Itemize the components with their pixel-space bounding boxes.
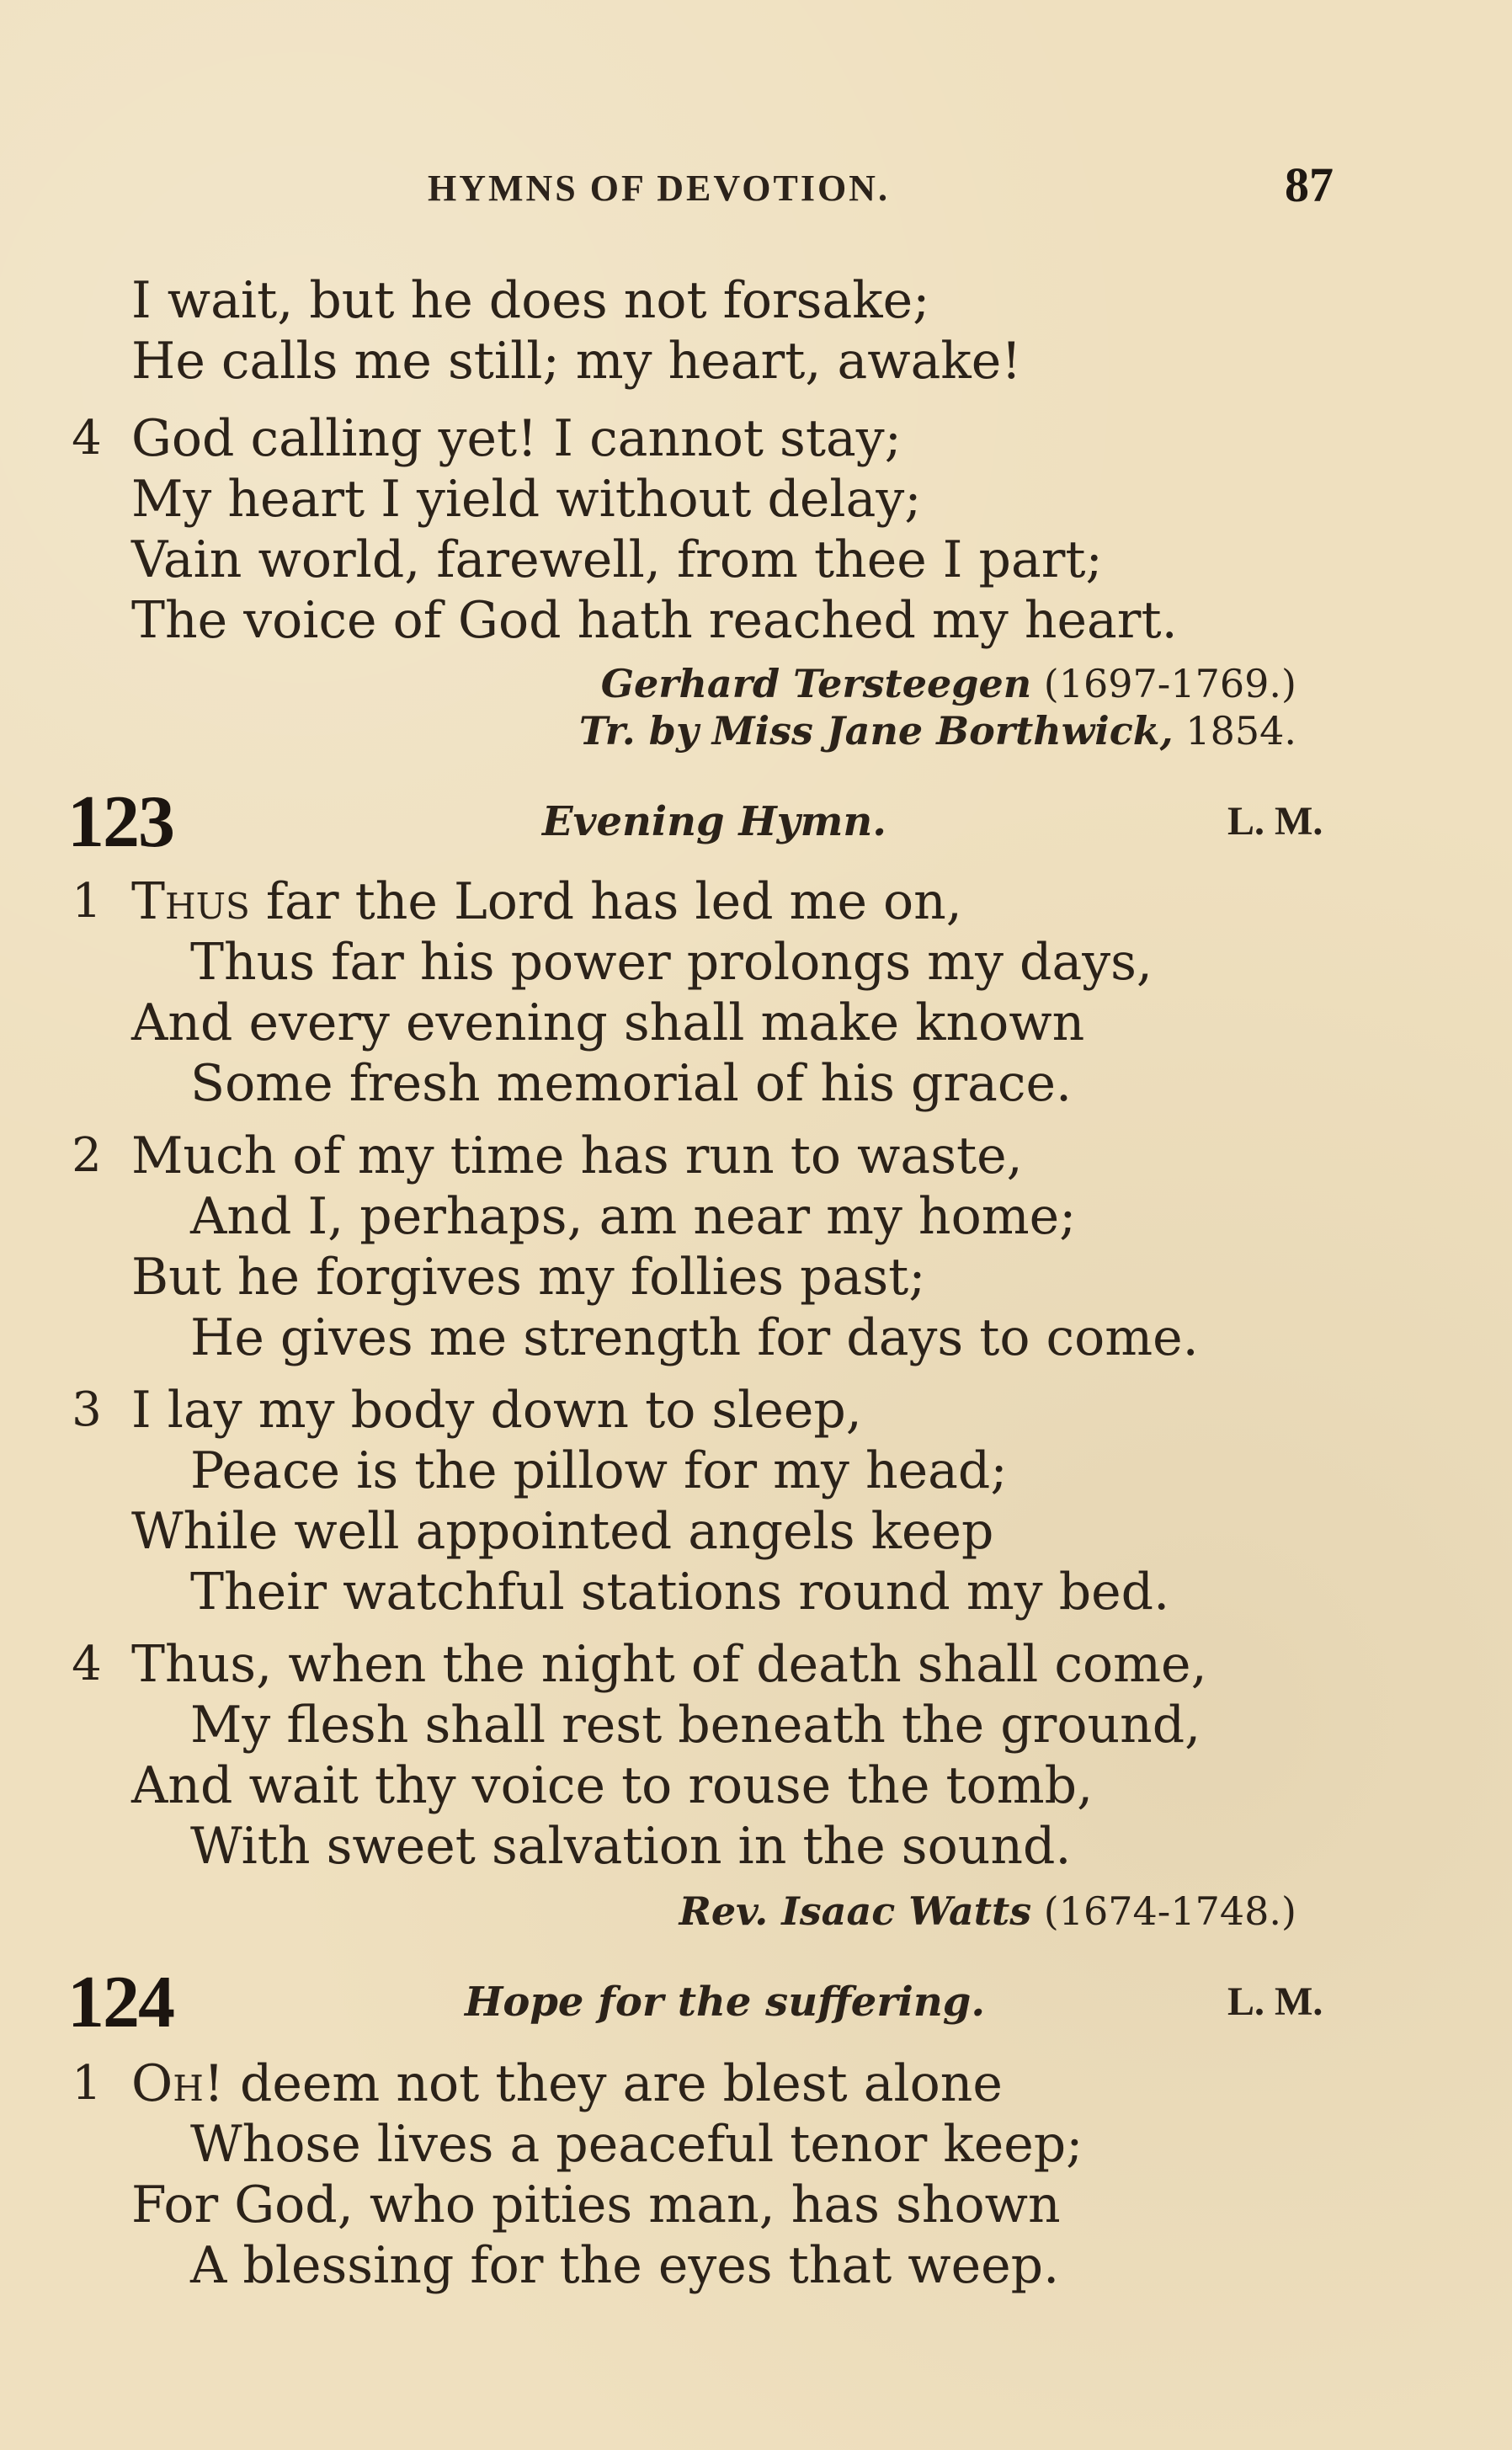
attribution-translator	[579, 706, 1296, 756]
verse-line	[0, 1054, 1431, 1113]
verse-line	[0, 1756, 1431, 1815]
hymn-meter: L. M.	[1227, 1979, 1323, 2024]
verse-line	[0, 409, 1431, 468]
hymn-title: Evening Hymn.	[542, 798, 886, 845]
verse-text	[131, 2054, 1003, 2113]
verse-text: Vain world, farewell, from thee I part;	[131, 530, 1103, 589]
verse-text: For God, who pities man, has shown	[131, 2176, 1061, 2234]
verse-text: He calls me still; my heart, awake!	[131, 332, 1022, 391]
verse-line	[0, 530, 1431, 589]
first-line-rest: far the Lord has led me on,	[249, 872, 962, 931]
first-word: Thus	[131, 872, 250, 931]
running-title: HYMNS OF DEVOTION.	[428, 168, 890, 209]
verse-text: And wait thy voice to rouse the tomb,	[131, 1756, 1094, 1815]
verse-line	[0, 470, 1431, 529]
verse-text: He gives me strength for days to come.	[190, 1308, 1199, 1367]
verse-text: Some fresh memorial of his grace.	[190, 1054, 1073, 1113]
hymn-number: 123	[67, 781, 173, 863]
verse-number: 4	[72, 1637, 102, 1691]
author-dates: (1674-1748.)	[1043, 1888, 1296, 1934]
verse-line	[0, 1502, 1431, 1561]
verse-text: Whose lives a peaceful tenor keep;	[190, 2115, 1083, 2174]
verse-number: 4	[72, 411, 102, 466]
verse-line	[0, 1187, 1431, 1246]
verse-line	[0, 993, 1431, 1052]
running-head	[0, 157, 1512, 221]
verse-text: While well appointed angels keep	[131, 1502, 994, 1561]
verse-line	[0, 1696, 1431, 1755]
verse-text: With sweet salvation in the sound.	[190, 1817, 1072, 1876]
author-dates: (1697-1769.)	[1043, 661, 1296, 706]
translator-name: Tr. by Miss Jane Borthwick,	[578, 708, 1174, 754]
verse-text: My heart I yield without delay;	[131, 470, 922, 529]
attribution-author	[679, 1886, 1296, 1936]
translation-year: 1854.	[1185, 708, 1296, 754]
page-number: 87	[1285, 157, 1334, 212]
attribution-author	[601, 658, 1296, 709]
verse-text: Their watchful stations round my bed.	[190, 1563, 1170, 1622]
verse-number: 1	[72, 874, 102, 929]
verse-text: Thus far his power prolongs my days,	[190, 933, 1153, 992]
verse-text: And I, perhaps, am near my home;	[190, 1187, 1077, 1246]
verse-text: Thus, when the night of death shall come,	[131, 1635, 1207, 1694]
verse-line	[0, 1126, 1431, 1185]
verse-line	[0, 2115, 1431, 2174]
verse-line	[0, 1248, 1431, 1307]
hymn-title: Hope for the suffering.	[465, 1979, 986, 2026]
hymn-meter: L. M.	[1227, 799, 1323, 844]
verse-line	[0, 1635, 1431, 1694]
verse-line	[0, 2176, 1431, 2234]
author-name: Gerhard Tersteegen	[600, 661, 1032, 706]
verse-text: And every evening shall make known	[131, 993, 1085, 1052]
verse-line	[0, 271, 1431, 330]
verse-number: 3	[72, 1382, 102, 1437]
verse-text: A blessing for the eyes that weep.	[190, 2236, 1060, 2295]
verse-line	[0, 1563, 1431, 1622]
hymn-header	[0, 783, 1512, 867]
hymn-header	[0, 1963, 1512, 2048]
verse-line	[0, 1441, 1431, 1500]
verse-text: Much of my time has run to waste,	[131, 1126, 1023, 1185]
verse-number: 1	[72, 2056, 102, 2111]
verse-text: God calling yet! I cannot stay;	[131, 409, 902, 468]
verse-line	[0, 1817, 1431, 1876]
author-name: Rev. Isaac Watts	[679, 1888, 1032, 1934]
first-word: Oh!	[131, 2054, 224, 2113]
verse-line	[0, 1381, 1431, 1440]
verse-text: I lay my body down to sleep,	[131, 1381, 862, 1440]
verse-text: My flesh shall rest beneath the ground,	[190, 1696, 1201, 1755]
verse-line	[0, 872, 1431, 931]
hymn-number: 124	[67, 1962, 173, 2043]
verse-number: 2	[72, 1128, 102, 1183]
verse-line	[0, 2054, 1431, 2113]
first-line-rest: deem not they are blest alone	[223, 2054, 1003, 2113]
verse-text: But he forgives my follies past;	[131, 1248, 926, 1307]
verse-line	[0, 332, 1431, 391]
verse-line	[0, 933, 1431, 992]
verse-line	[0, 1308, 1431, 1367]
verse-line	[0, 591, 1431, 650]
verse-text	[131, 872, 962, 931]
verse-text: I wait, but he does not forsake;	[131, 271, 930, 330]
verse-text: Peace is the pillow for my head;	[190, 1441, 1008, 1500]
verse-line	[0, 2236, 1431, 2295]
verse-text: The voice of God hath reached my heart.	[131, 591, 1178, 650]
